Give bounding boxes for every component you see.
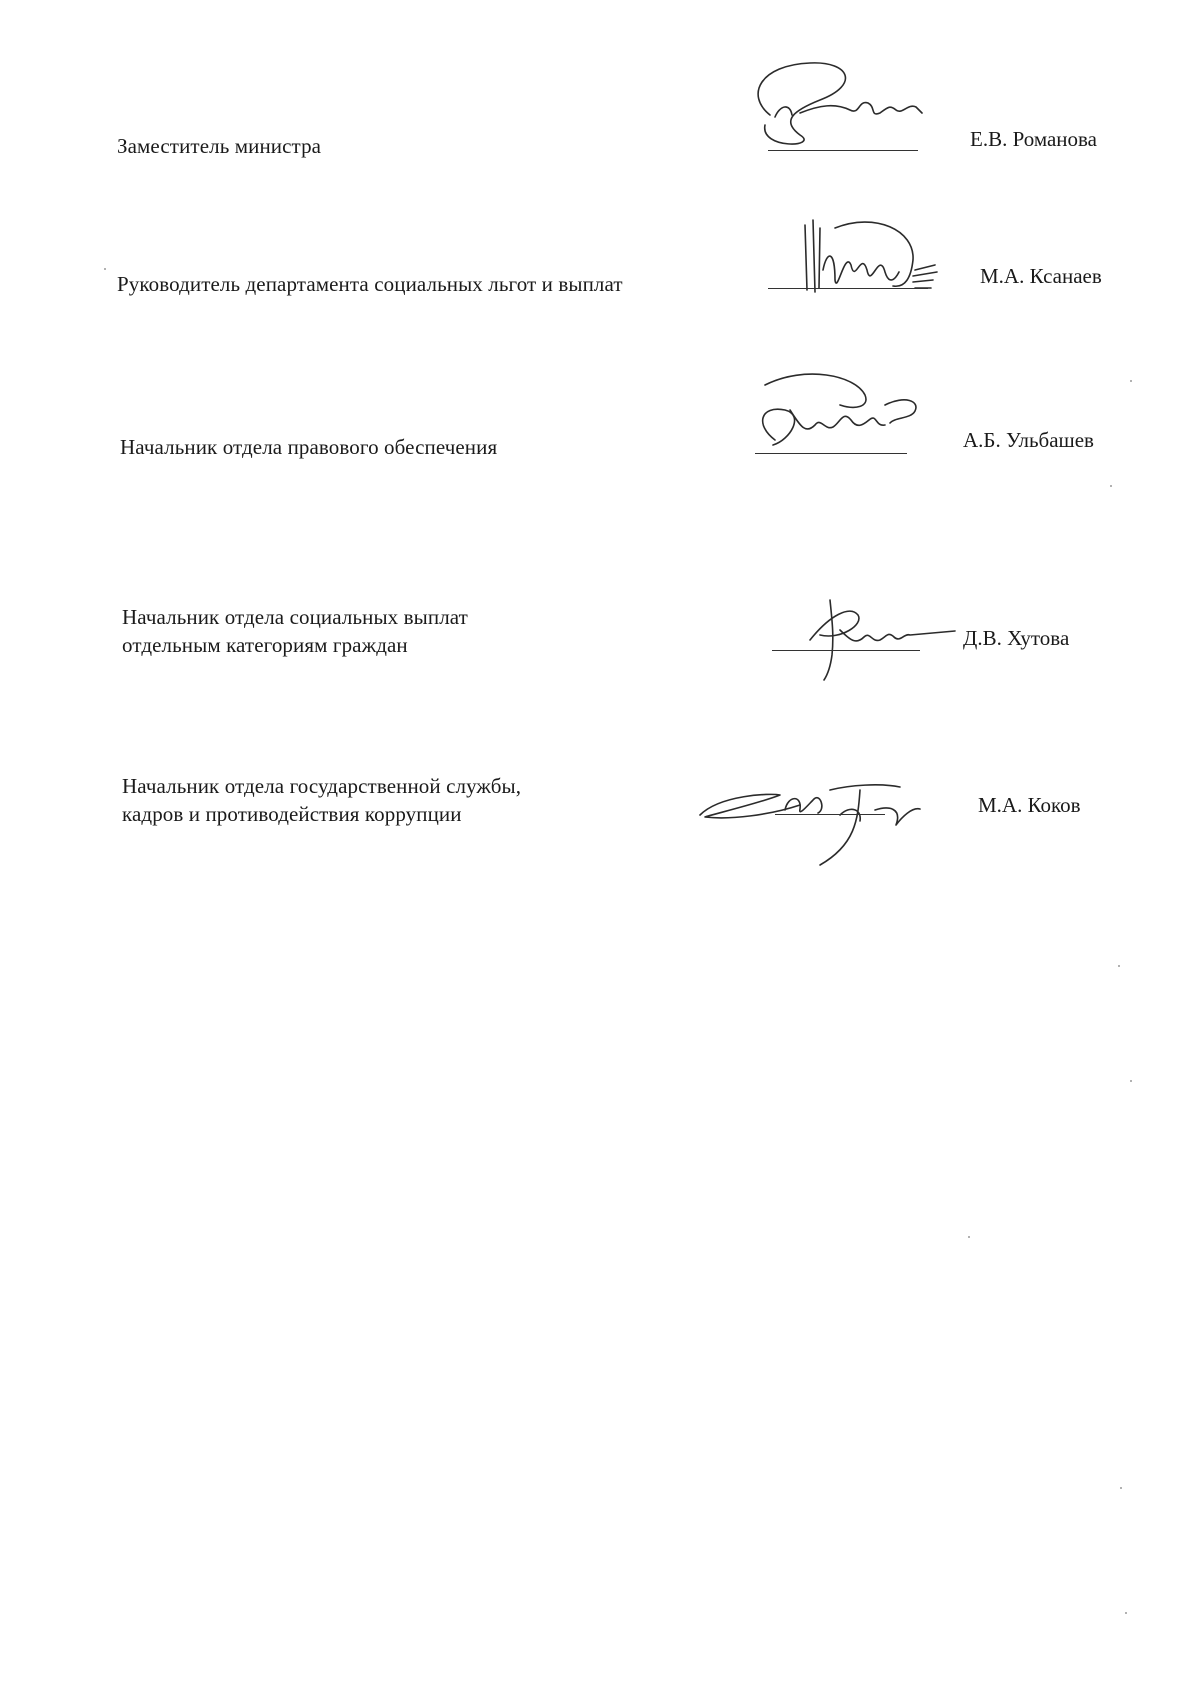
position-title-social-payments-department (122, 603, 468, 659)
signature-line (775, 814, 885, 815)
scan-speck (968, 1236, 970, 1238)
signer-name: А.Б. Ульбашев (963, 428, 1094, 452)
signature-line (768, 288, 928, 289)
signature-line (768, 150, 918, 151)
signer-name: Е.В. Романова (970, 127, 1098, 151)
scan-speck (1120, 1487, 1122, 1489)
handwritten-signature (765, 210, 955, 320)
position-title-line: Заместитель министра (117, 134, 322, 158)
handwritten-signature (780, 585, 960, 685)
scan-speck (1125, 1612, 1127, 1614)
signer-name: М.А. Коков (978, 793, 1081, 817)
position-title-civil-service-department (122, 772, 521, 828)
scan-speck (104, 268, 106, 270)
handwritten-signature (745, 365, 935, 475)
signer-name: Д.В. Хутова (963, 626, 1070, 650)
scan-speck (1130, 380, 1132, 382)
signature-line (755, 453, 907, 454)
scan-speck (1130, 1080, 1132, 1082)
position-title-line: кадров и противодействия коррупции (122, 802, 462, 826)
position-title-line: Начальник отдела социальных выплат (122, 605, 468, 629)
position-title-deputy-minister (117, 132, 321, 160)
position-title-line: Начальник отдела государственной службы, (122, 774, 522, 798)
signature-line (772, 650, 920, 651)
handwritten-signature (740, 55, 930, 155)
position-title-line: Руководитель департамента социальных льгот и выплат (117, 272, 623, 296)
handwritten-signature (690, 765, 950, 875)
position-title-department-head (117, 270, 623, 298)
signer-name: М.А. Ксанаев (980, 264, 1102, 288)
position-title-line: Начальник отдела правового обеспечения (120, 435, 498, 459)
scan-speck (1118, 965, 1120, 967)
position-title-line: отдельным категориям граждан (122, 633, 408, 657)
scan-speck (1110, 485, 1112, 487)
position-title-legal-department (120, 433, 497, 461)
